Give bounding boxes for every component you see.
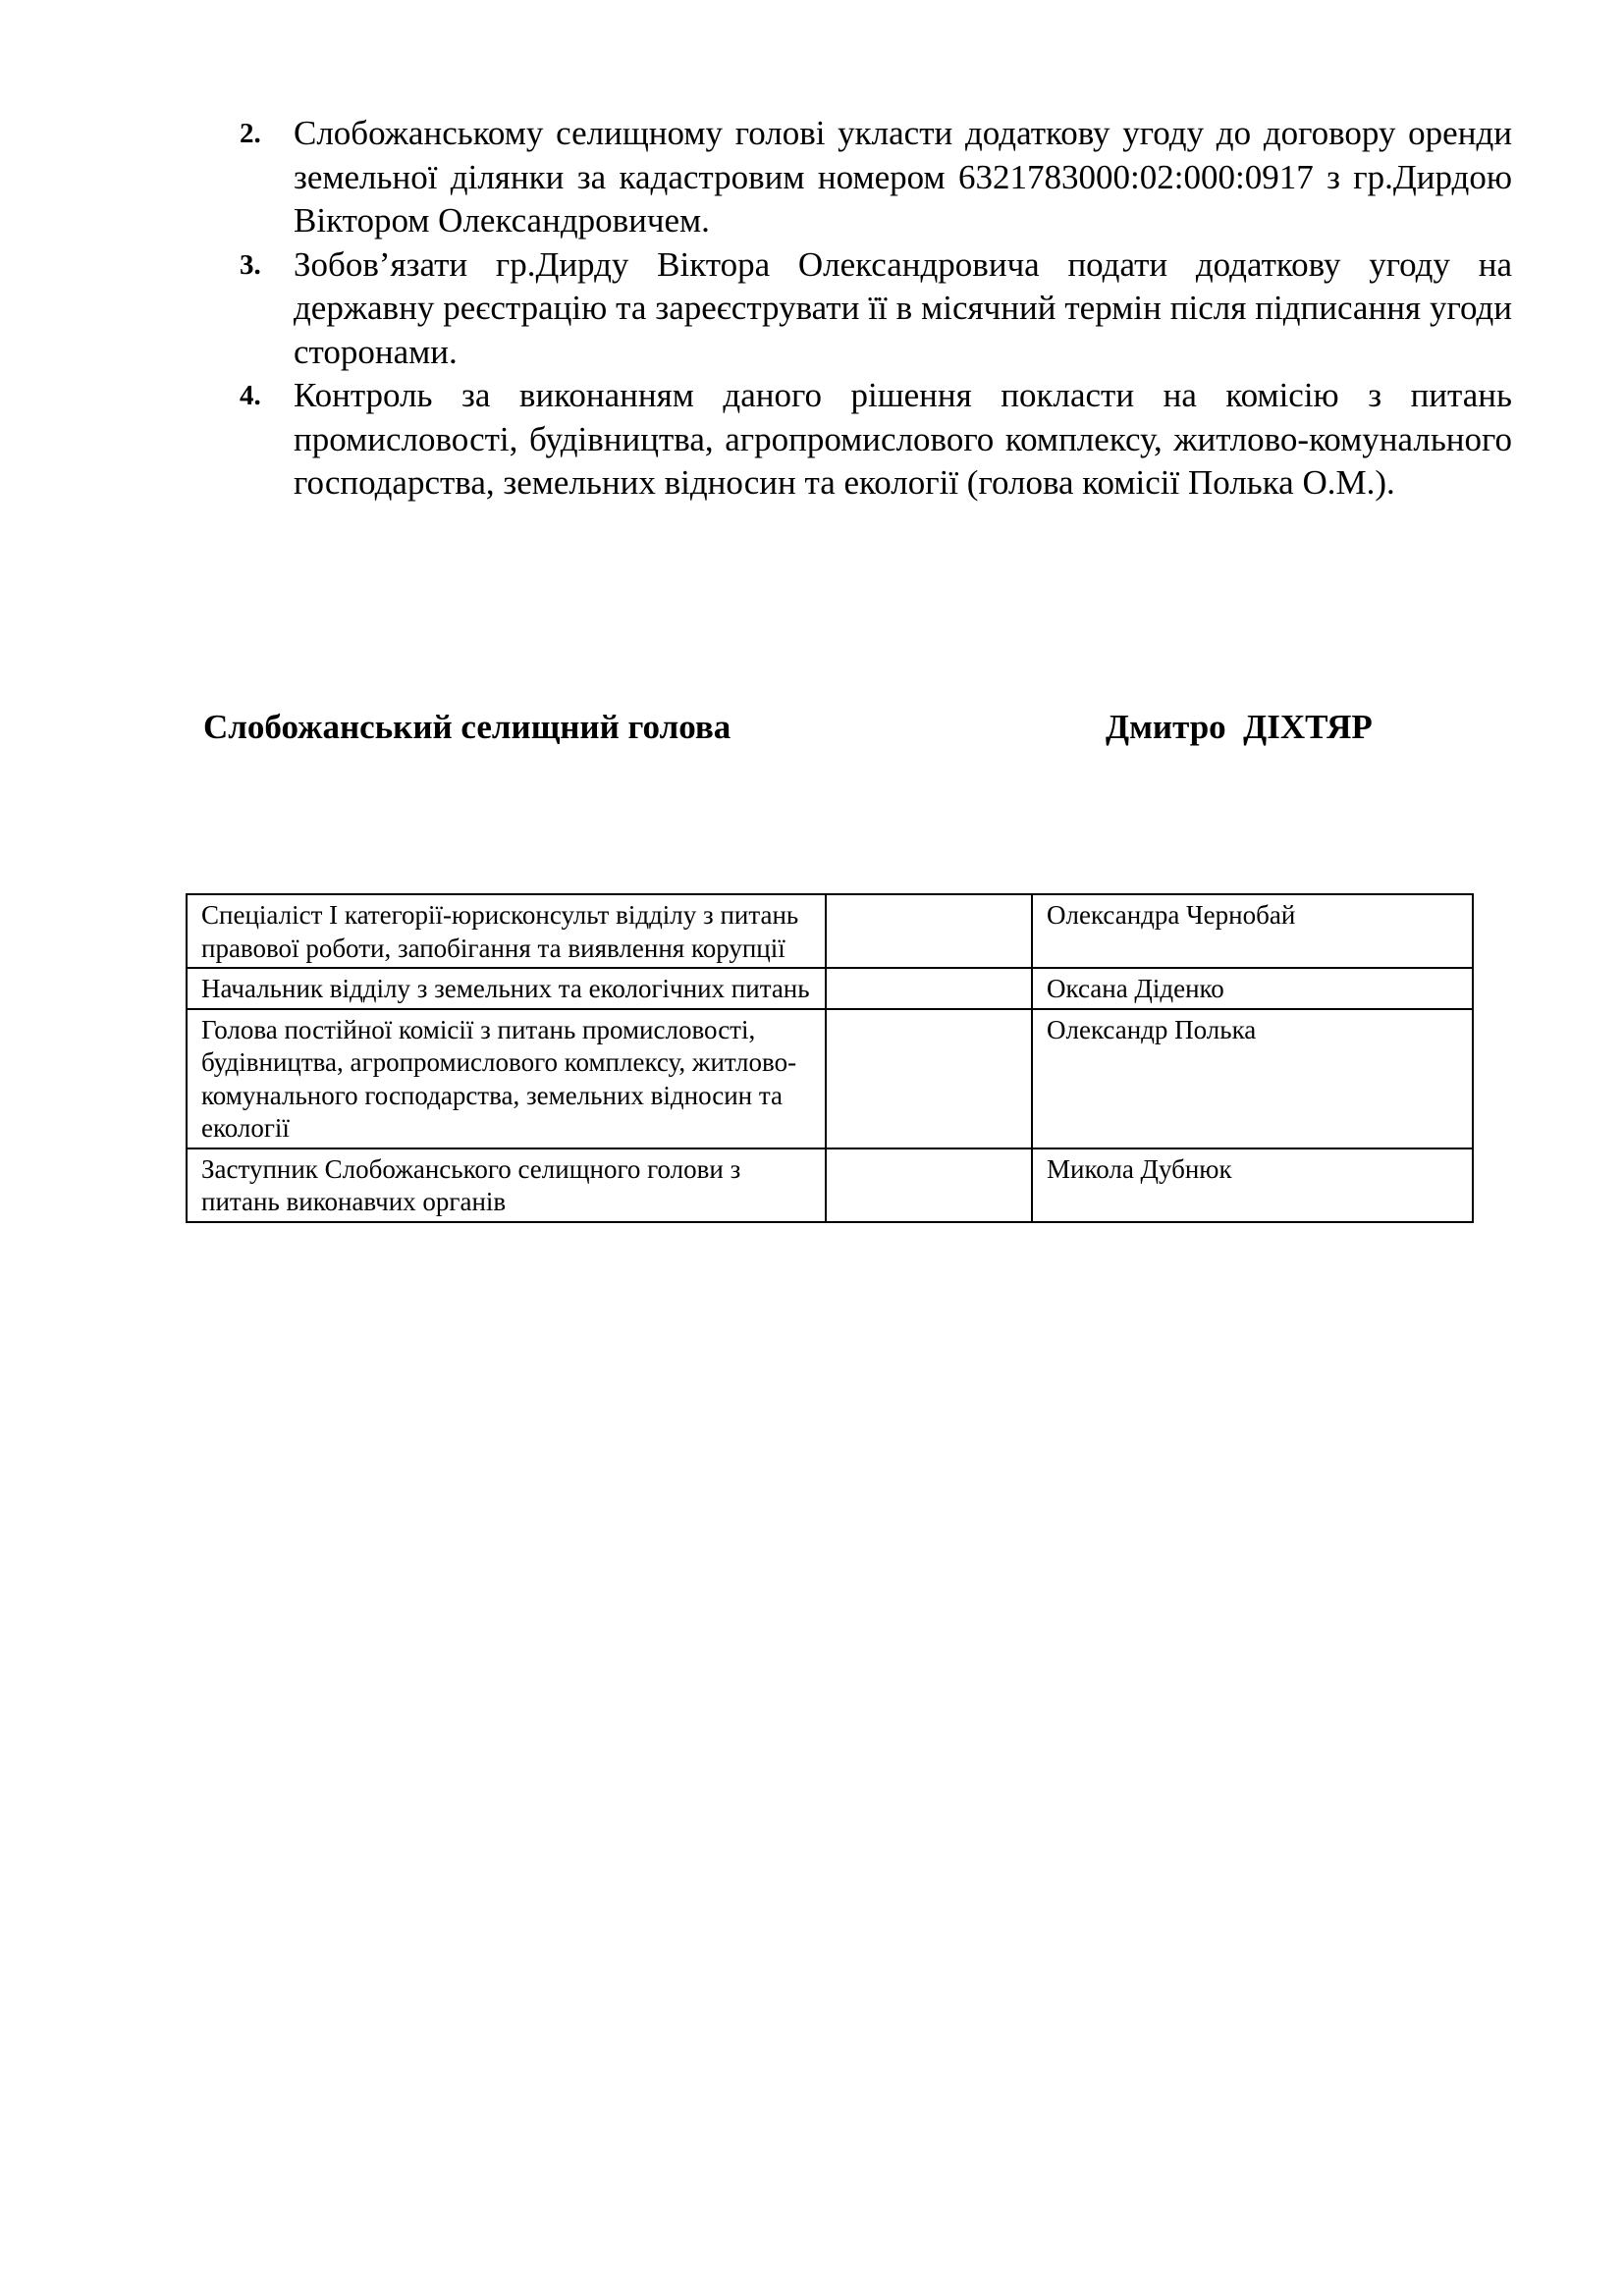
approver-name: Оксана Діденко [1032, 968, 1473, 1009]
decision-point-number: 2. [240, 118, 261, 149]
approver-position: Начальник відділу з земельних та екологічних питань [187, 968, 826, 1009]
approver-position: Голова постійної комісії з питань промисловості, будівництва, агропромислового комплексу, житлово-комунального господарства, земельних відносин та екології [187, 1009, 826, 1148]
approver-position: Спеціаліст І категорії-юрисконсульт відділу з питань правової роботи, запобігання та виявлення корупції [187, 894, 826, 968]
table-row [187, 894, 1473, 968]
table-row [187, 968, 1473, 1009]
decision-point-number: 4. [240, 380, 261, 411]
decision-points-list [240, 112, 1512, 506]
approver-position: Заступник Слобожанського селищного голови з питань виконавчих органів [187, 1148, 826, 1222]
approver-signature-cell [826, 1148, 1032, 1222]
signatory-title: Слобожанський селищний голова [203, 708, 731, 746]
decision-point-text: Контроль за виконанням даного рішення покласти на комісію з питань промисловості, будівництва, агропромислового комплексу, житлово-комунального господарства, земельних відносин та екології (голова комісії Полька О.М.). [294, 376, 1512, 502]
approval-table [186, 893, 1474, 1223]
table-row [187, 1009, 1473, 1148]
decision-point-number: 3. [240, 248, 261, 281]
signatory-name: Дмитро ДІХТЯР [1106, 708, 1373, 746]
approver-signature-cell [826, 968, 1032, 1009]
approver-signature-cell [826, 894, 1032, 968]
decision-point-text: Зобов’язати гр.Дирду Віктора Олександровича подати додаткову угоду на державну реєстрацію та зареєструвати її в місячний термін після підписання угоди сторонами. [294, 244, 1512, 371]
approver-name: Олександра Чернобай [1032, 894, 1473, 968]
decision-point-4 [240, 374, 1512, 506]
approver-signature-cell [826, 1009, 1032, 1148]
table-row [187, 1148, 1473, 1222]
decision-point-text: Слобожанському селищному голові укласти додаткову угоду до договору оренди земельної ділянки за кадастровим номером 6321783000:02:000:0917 з гр.Дирдою Віктором Олександровичем. [294, 114, 1512, 240]
approver-name: Олександр Полька [1032, 1009, 1473, 1148]
decision-point-2 [240, 112, 1512, 243]
decision-point-3 [240, 243, 1512, 375]
approver-name: Микола Дубнюк [1032, 1148, 1473, 1222]
